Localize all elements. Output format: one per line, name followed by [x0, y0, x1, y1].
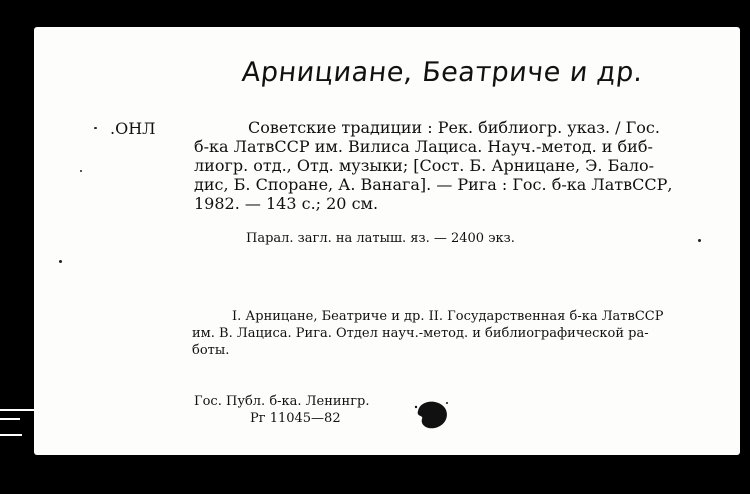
ink-speck: [698, 239, 701, 242]
holder-line: Гос. Публ. б-ка. Ленингр.: [194, 394, 370, 409]
tracings: [192, 308, 744, 359]
description-line: 1982. — 143 с.; 20 см.: [194, 194, 379, 213]
scan-edge-mark: [0, 418, 20, 420]
handwritten-heading: Арнициане, Беатриче и др.: [240, 57, 645, 88]
description-line: б-ка ЛатвССР им. Вилиса Лациса. Науч.-метод. и биб-: [194, 137, 653, 156]
holding-library: [194, 393, 369, 427]
catalog-card: [34, 27, 740, 455]
bibliographic-description: [194, 118, 750, 213]
tracing-line: боты.: [192, 343, 230, 358]
ink-speck: [59, 260, 62, 263]
scan-edge-mark: [0, 409, 34, 411]
tracing-line: I. Арницане, Беатриче и др. II. Государственная б-ка ЛатвССР: [232, 309, 664, 324]
ink-stamp-blot: [412, 397, 452, 431]
edition-note: Парал. загл. на латыш. яз. — 2400 экз.: [246, 231, 515, 246]
ink-speck: [94, 127, 97, 129]
tracing-line: им. В. Лациса. Рига. Отдел науч.-метод. и библиографической ра-: [192, 326, 649, 341]
scan-edge-mark: [0, 434, 22, 436]
description-line: Советские традиции : Рек. библиогр. указ. / Гос.: [248, 118, 660, 137]
description-line: дис, Б. Споране, А. Ванага]. — Рига : Гос. б-ка ЛатвССР,: [194, 175, 673, 194]
holder-line: Рг 11045—82: [250, 411, 341, 426]
shelf-mark: .ОНЛ: [110, 119, 156, 138]
ink-speck: [80, 170, 82, 172]
description-line: лиогр. отд., Отд. музыки; [Сост. Б. Арницане, Э. Бало-: [194, 156, 655, 175]
